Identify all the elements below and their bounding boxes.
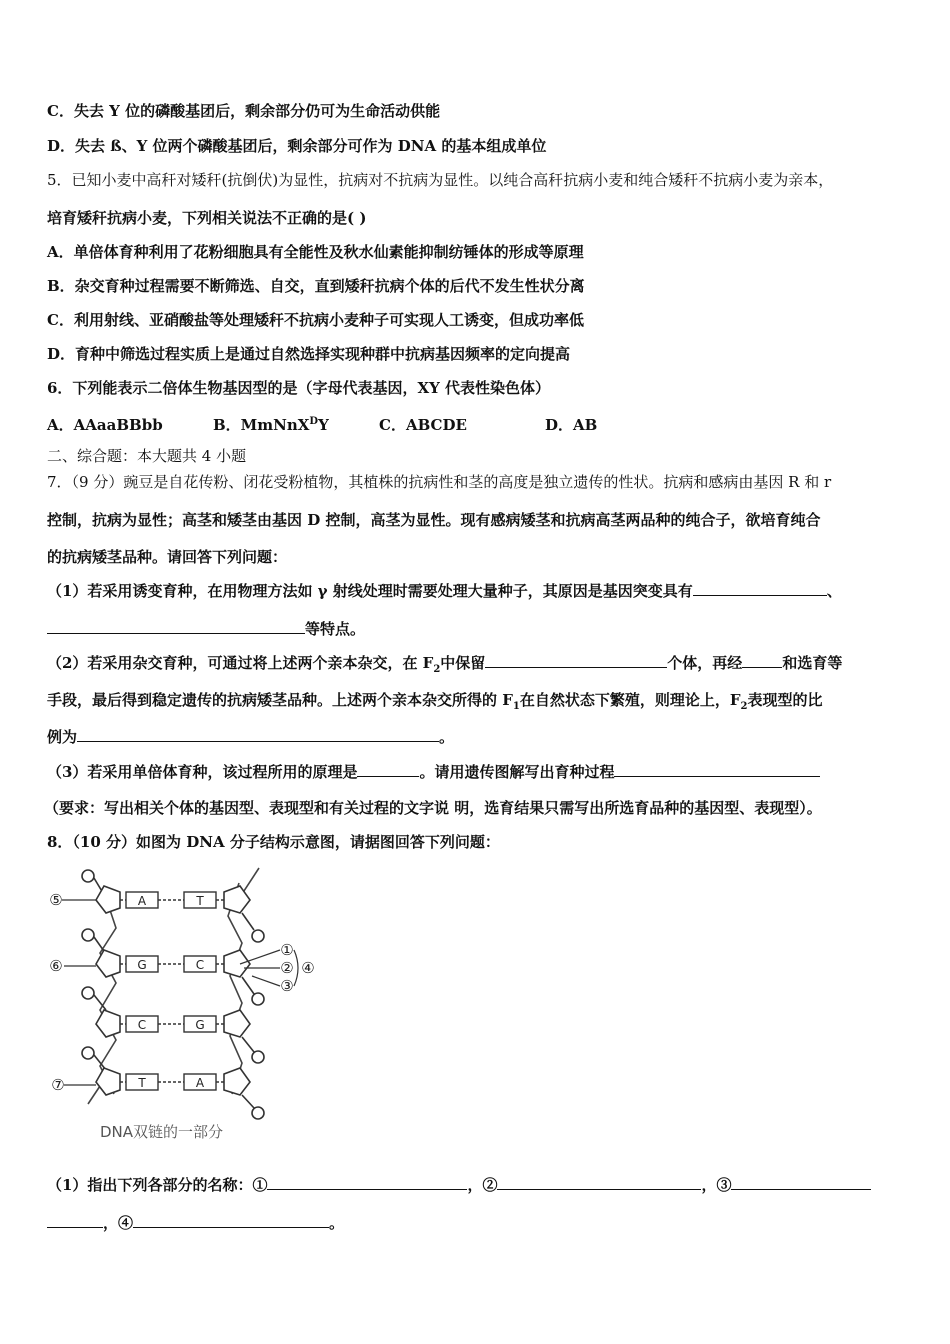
q7-part1-text: （1）若采用诱变育种，在用物理方法如 γ 射线处理时需要处理大量种子，其原因是基因突变具有 — [47, 582, 693, 600]
q5-option-a: A．单倍体育种利用了花粉细胞具有全能性及秋水仙素能抑制纺锤体的形成等原理 — [47, 243, 584, 261]
q8-part1-blank4[interactable] — [133, 1212, 329, 1228]
q8-part1-text-a: （1）指出下列各部分的名称：① — [47, 1176, 268, 1194]
phosphate-circle — [82, 870, 94, 882]
q6-option-c: C．ABCDE — [379, 416, 467, 434]
q8-part1-blank2[interactable] — [497, 1174, 701, 1190]
q6-options — [47, 412, 597, 435]
q8-part1-text-d: ，④ — [103, 1214, 134, 1232]
q4-option-d: D．失去 ß、Y 位两个磷酸基团后，剩余部分可作为 DNA 的基本组成单位 — [47, 137, 547, 155]
phosphate-circle — [252, 1051, 264, 1063]
q8-part1-blank3-cont[interactable] — [47, 1212, 103, 1228]
q8-part1-text-b: ，② — [467, 1176, 498, 1194]
q7-part2-line1 — [47, 652, 842, 680]
base-label: G — [137, 958, 147, 972]
q7-part3-line1 — [47, 761, 820, 782]
q8-part1-line2 — [47, 1212, 344, 1233]
marker-2: ② — [280, 959, 294, 977]
q7-part2-text-i: 。 — [439, 728, 455, 746]
marker-3-leader — [252, 976, 280, 986]
marker-1: ① — [280, 941, 294, 959]
q7-part2-text-c: 个体，再经 — [667, 654, 743, 672]
q7-part2-sub1: 2 — [433, 664, 441, 675]
q7-part2-text-b: 中保留 — [440, 654, 486, 672]
base-label: C — [195, 958, 205, 972]
marker-1-leader — [240, 950, 280, 964]
base-label: G — [195, 1018, 205, 1032]
deoxyribose-pentagon — [96, 1068, 120, 1095]
q6-option-b-pre: B．MmNnX — [213, 416, 310, 434]
section-heading: 二、综合题：本大题共 4 小题 — [47, 447, 247, 465]
deoxyribose-pentagon — [96, 886, 120, 913]
q6-option-b-post: Y — [318, 416, 329, 434]
q7-part2-blank3[interactable] — [77, 726, 439, 742]
base-label: T — [196, 894, 204, 908]
deoxyribose-pentagon — [96, 1010, 120, 1037]
strand-left-units — [82, 870, 120, 1095]
q7-part2-text-h: 例为 — [47, 728, 78, 746]
marker-4-bracket — [294, 950, 298, 986]
q7-stem-line3: 的抗病矮茎品种。请回答下列问题： — [47, 548, 288, 566]
phosphate-circle — [82, 1047, 94, 1059]
q7-part1-sep: 、 — [826, 582, 842, 600]
q5-stem-line2: 培育矮秆抗病小麦，下列相关说法不正确的是( ) — [47, 209, 367, 227]
marker-6: ⑥ — [49, 957, 63, 975]
q7-part1-line1 — [47, 580, 842, 601]
q6-option-b — [213, 412, 379, 435]
phosphate-circle — [252, 1107, 264, 1119]
marker-7: ⑦ — [51, 1076, 65, 1094]
phosphate-circle — [82, 929, 94, 941]
q7-part2-text-g: 表现型的比 — [747, 691, 823, 709]
q5-option-d: D．育种中筛选过程实质上是通过自然选择实现种群中抗病基因频率的定向提高 — [47, 345, 571, 363]
q8-part1-text-c: ，③ — [701, 1176, 732, 1194]
q6-stem: 6．下列能表示二倍体生物基因型的是（字母代表基因，XY 代表性染色体） — [47, 379, 551, 397]
q8-stem: 8．（10 分）如图为 DNA 分子结构示意图，请据图回答下列问题： — [47, 833, 500, 851]
q8-part1-blank1[interactable] — [267, 1174, 467, 1190]
q7-part1-line2 — [47, 618, 365, 639]
q7-part2-text-f: 在自然状态下繁殖，则理论上，F — [519, 691, 741, 709]
q8-part1-text-e: 。 — [329, 1214, 345, 1232]
q7-part2-text-d: 和选育等 — [782, 654, 843, 672]
phosphate-circle — [82, 987, 94, 999]
base-label: A — [195, 1076, 205, 1090]
q7-part3-blank1[interactable] — [357, 761, 419, 777]
q7-part2-line2 — [47, 690, 822, 717]
phosphate-circle — [252, 993, 264, 1005]
q7-part3-text-a: （3）若采用单倍体育种，该过程所用的原理是 — [47, 763, 358, 781]
deoxyribose-pentagon — [96, 950, 120, 977]
base-label: A — [137, 894, 147, 908]
q7-part1-end: 等特点。 — [305, 620, 366, 638]
q5-stem-line1: 5．已知小麦中高秆对矮秆(抗倒伏)为显性，抗病对不抗病为显性。以纯合高秆抗病小麦和纯合矮秆不抗病小麦为亲本， — [47, 171, 834, 189]
q7-part3-text-b: 。请用遗传图解写出育种过程 — [419, 763, 615, 781]
q6-option-b-sup: D — [309, 416, 319, 427]
q8-part1-line1 — [47, 1174, 871, 1195]
q7-part2-text-a: （2）若采用杂交育种，可通过将上述两个亲本杂交，在 F — [47, 654, 434, 672]
dna-structure-figure — [44, 858, 334, 1148]
deoxyribose-pentagon — [224, 1010, 250, 1037]
marker-3: ③ — [280, 977, 294, 995]
q4-option-c: C．失去 Y 位的磷酸基团后，剩余部分仍可为生命活动供能 — [47, 102, 441, 120]
base-pairs — [120, 892, 224, 1090]
deoxyribose-pentagon — [224, 950, 250, 977]
q7-part2-sub2: 1 — [512, 701, 520, 712]
q7-part3-requirement: （要求：写出相关个体的基因型、表现型和有关过程的文字说 明，选育结果只需写出所选育品种的基因型、表现型）。 — [44, 799, 822, 817]
q7-part2-sub3: 2 — [740, 701, 748, 712]
q8-part1-blank3[interactable] — [731, 1174, 871, 1190]
right-backbone — [228, 883, 242, 1094]
q7-part3-blank2[interactable] — [614, 761, 820, 777]
q7-stem-line1: 7．（9 分）豌豆是自花传粉、闭花受粉植物，其植株的抗病性和茎的高度是独立遗传的性状。抗病和感病由基因 R 和 r — [47, 473, 832, 491]
deoxyribose-pentagon — [224, 1068, 250, 1095]
q6-option-d: D．AB — [545, 416, 598, 434]
q7-part1-blank2[interactable] — [47, 618, 305, 634]
q5-option-b: B．杂交育种过程需要不断筛选、自交，直到矮秆抗病个体的后代不发生性状分离 — [47, 277, 585, 295]
deoxyribose-pentagon — [224, 886, 250, 913]
q7-part2-blank2[interactable] — [742, 652, 782, 668]
figure-caption: DNA双链的一部分 — [100, 1123, 224, 1141]
base-label: T — [138, 1076, 146, 1090]
q7-part2-blank1[interactable] — [485, 652, 667, 668]
base-label: C — [137, 1018, 147, 1032]
marker-5: ⑤ — [49, 891, 63, 909]
q7-part2-line3 — [47, 726, 454, 747]
q7-part2-text-e: 手段，最后得到稳定遗传的抗病矮茎品种。上述两个亲本杂交所得的 F — [47, 691, 513, 709]
q7-part1-blank1[interactable] — [693, 580, 827, 596]
q7-stem-line2: 控制，抗病为显性；高茎和矮茎由基因 D 控制，高茎为显性。现有感病矮茎和抗病高茎两品种的纯合子，欲培育纯合 — [47, 511, 821, 529]
q5-option-c: C．利用射线、亚硝酸盐等处理矮秆不抗病小麦种子可实现人工诱变，但成功率低 — [47, 311, 584, 329]
q6-option-a: A．AAaaBBbb — [47, 416, 163, 434]
phosphate-circle — [252, 930, 264, 942]
marker-4: ④ — [301, 959, 315, 977]
